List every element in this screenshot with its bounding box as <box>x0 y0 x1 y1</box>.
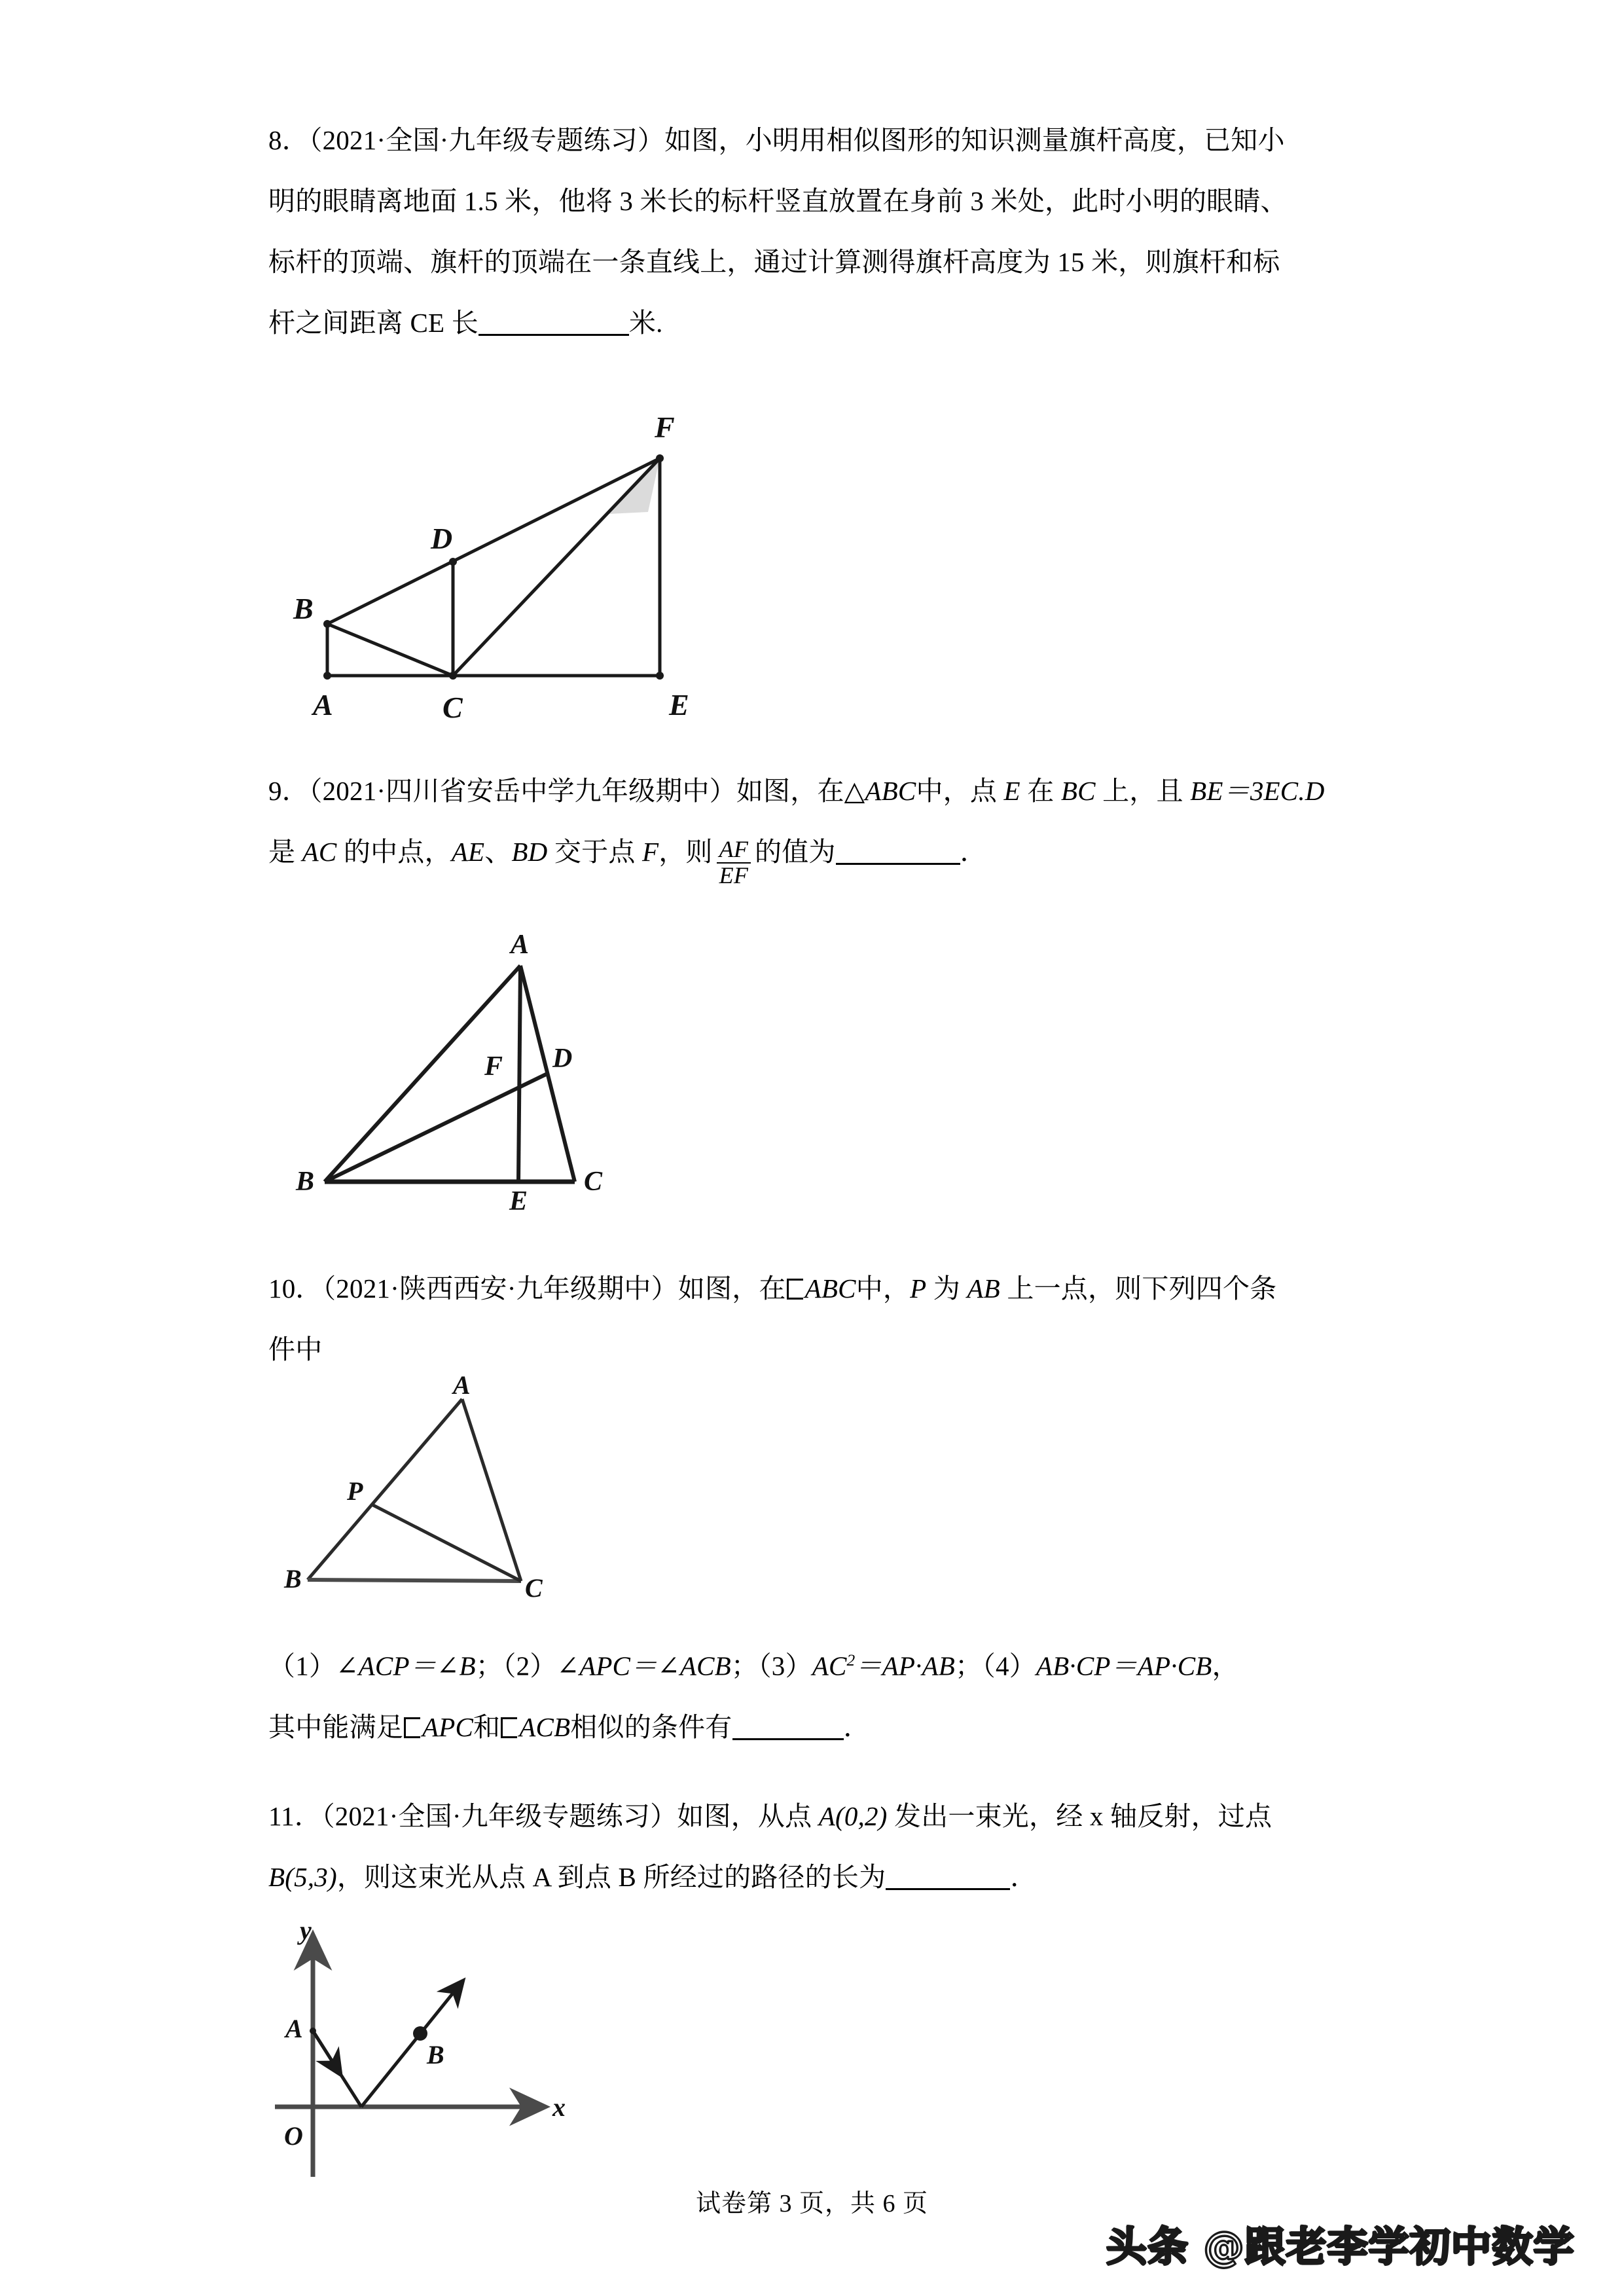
q10-closing-a: 其中能满足 <box>268 1711 403 1742</box>
q10-closing-f: ． <box>843 1711 871 1742</box>
cond-tail-comma: ， <box>1212 1650 1239 1681</box>
point-B-dot <box>413 2026 427 2041</box>
q11-l2-c: ． <box>1010 1862 1038 1892</box>
q11-l1-a: 11．（2021·全国·九年级专题练习）如图，从点 <box>268 1801 819 1831</box>
segment-BF-sightline <box>327 458 660 624</box>
vertex-C-dot <box>449 672 457 680</box>
cond-4-text: AB·CP＝AP·CB <box>1036 1650 1212 1681</box>
incident-ray-arrow-icon <box>313 2031 338 2070</box>
q9-l1-b: ABC <box>865 776 916 806</box>
q8-line-4-text: 杆之间距离 CE 长 <box>268 308 478 338</box>
q9-l2-k: ． <box>960 837 987 867</box>
label-O: O <box>284 2121 303 2151</box>
q9-l1-d: E <box>1003 776 1020 806</box>
q11-l2-b: ，则这束光从点 A 到点 B 所经过的路径的长为 <box>336 1862 886 1892</box>
question-10-conditions <box>268 1630 1381 1758</box>
fraction-denominator: EF <box>717 862 751 888</box>
q10-l1-a: 10．（2021·陕西西安·九年级期中）如图，在 <box>268 1273 786 1303</box>
vertex-A-dot <box>323 672 331 680</box>
q10-closing-line <box>268 1697 1381 1758</box>
q9-l1-g: 上，且 <box>1095 776 1191 806</box>
q10-l1-g: 上一点，则下列四个条 <box>1000 1273 1277 1303</box>
q8-line-2: 明的眼睛离地面 1.5 米，他将 3 米长的标杆竖直放置在身前 3 米处，此时小明的眼睛、 <box>268 186 1288 216</box>
q11-point-a: A(0,2) <box>818 1801 888 1831</box>
q9-line-2 <box>268 822 1381 888</box>
q8-line-4-tail: 米. <box>628 308 663 338</box>
label-B: B <box>284 1564 302 1594</box>
q9-l1-c: 中，点 <box>916 776 1004 806</box>
label-F: F <box>655 410 675 444</box>
q11-point-b: B(5,3) <box>268 1862 337 1892</box>
label-A: A <box>453 1370 471 1400</box>
missing-triangle-glyph-icon <box>787 1279 803 1300</box>
segment-BD <box>325 1074 547 1182</box>
label-A: A <box>285 2014 303 2043</box>
q10-closing-e: 相似的条件有 <box>570 1711 732 1742</box>
label-C: C <box>584 1167 603 1197</box>
vertex-F-dot <box>656 454 664 462</box>
q9-l1-e: 在 <box>1020 776 1061 806</box>
q11-line-2 <box>268 1847 1381 1908</box>
label-P: P <box>347 1476 363 1506</box>
cond-sep-3: ； <box>955 1650 983 1681</box>
q8-line-1: 8．（2021·全国·九年级专题练习）如图，小明用相似图形的知识测量旗杆高度，已知小 <box>268 125 1285 155</box>
q10-closing-c: 和 <box>473 1711 501 1742</box>
q11-line-1 <box>268 1786 1381 1847</box>
label-y-axis: y <box>300 1916 312 1945</box>
q11-answer-blank[interactable] <box>886 1888 1010 1890</box>
q9-l1-f: BC <box>1060 776 1096 806</box>
label-x-axis: x <box>552 2092 566 2122</box>
q8-answer-blank[interactable] <box>478 334 629 336</box>
q9-l2-g: 交于点 <box>547 837 642 867</box>
q9-l2-f: BD <box>511 837 548 867</box>
cond-3-rest: ＝AP·AB <box>855 1650 956 1681</box>
q10-l1-e: 为 <box>926 1273 967 1303</box>
label-D: D <box>552 1044 573 1074</box>
label-C: C <box>525 1573 543 1603</box>
cond-1-index: （1） <box>268 1650 336 1681</box>
segment-BA <box>308 1399 462 1580</box>
figure-q11-reflection <box>275 1916 602 2187</box>
label-A: A <box>313 688 333 721</box>
vertex-D-dot <box>449 558 457 566</box>
segment-AC <box>520 966 575 1182</box>
figure-q10-triangle <box>281 1372 569 1607</box>
cond-2-text: ∠APC＝∠ACB <box>556 1650 731 1681</box>
missing-triangle-glyph-icon-2 <box>404 1717 420 1738</box>
q9-l2-c: 的中点， <box>336 837 452 867</box>
q9-l2-i: ，则 <box>659 837 713 867</box>
question-9 <box>268 761 1381 888</box>
q9-l2-e: 、 <box>484 837 512 867</box>
q10-l1-d: P <box>910 1273 927 1303</box>
q8-line-3: 标杆的顶端、旗杆的顶端在一条直线上，通过计算测得旗杆高度为 15 米，则旗杆和标 <box>268 247 1280 277</box>
label-E: E <box>669 688 689 721</box>
page-footer: 试卷第 3 页，共 6 页 <box>695 2190 928 2217</box>
q10-l1-c: 中， <box>856 1273 911 1303</box>
q9-l2-b: AC <box>302 837 337 867</box>
cond-3-base: AC <box>812 1650 847 1681</box>
q9-answer-blank[interactable] <box>836 863 960 865</box>
q10-closing-b: APC <box>422 1711 474 1742</box>
label-B: B <box>427 2040 444 2069</box>
q9-l2-a: 是 <box>268 837 302 867</box>
question-11 <box>268 1786 1381 1908</box>
missing-triangle-glyph-icon-3 <box>501 1717 517 1738</box>
q10-answer-blank[interactable] <box>732 1738 844 1740</box>
watermark: 头条 @跟老李学初中数学 <box>1106 2223 1575 2270</box>
cond-sep-1: ； <box>475 1650 503 1681</box>
q9-l2-h: F <box>641 837 659 867</box>
q10-line-1 <box>268 1258 1381 1319</box>
fraction-numerator: AF <box>719 836 749 863</box>
vertex-E-dot <box>656 672 664 680</box>
q10-closing-d: ACB <box>519 1711 571 1742</box>
q10-l1-b: ABC <box>804 1273 856 1303</box>
cond-sep-2: ； <box>731 1650 759 1681</box>
q8-line-4 <box>268 293 1381 354</box>
point-A-dot <box>310 2028 316 2034</box>
q9-l1-a: 9．（2021·四川省安岳中学九年级期中）如图，在△ <box>268 776 865 806</box>
q9-line-1 <box>268 761 1381 822</box>
cond-3-index: （3） <box>758 1650 812 1681</box>
cond-1-text: ∠ACP＝∠B <box>336 1650 476 1681</box>
label-C: C <box>442 691 463 724</box>
cond-4-index: （4） <box>982 1650 1036 1681</box>
label-A: A <box>511 930 530 960</box>
q10-conditions-line <box>268 1630 1381 1697</box>
label-B: B <box>293 592 314 625</box>
cond-2-index: （2） <box>502 1650 557 1681</box>
fraction-af-ef <box>717 837 751 888</box>
q11-l1-c: 发出一束光，经 x 轴反射，过点 <box>887 1801 1272 1831</box>
segment-AE <box>518 966 520 1182</box>
figure-q9-triangle <box>288 930 628 1216</box>
q10-l1-f: AB <box>967 1273 1000 1303</box>
label-D: D <box>431 522 453 555</box>
question-10 <box>268 1258 1381 1380</box>
q9-l1-h: BE＝3EC.D <box>1190 776 1325 806</box>
figure-q8-flagpole <box>281 393 727 724</box>
segment-BC <box>308 1580 521 1581</box>
cond-3-exponent: 2 <box>846 1651 856 1669</box>
label-B: B <box>296 1167 315 1197</box>
q10-line-2: 件中 <box>268 1334 323 1364</box>
label-F: F <box>484 1051 503 1082</box>
q9-l2-d: AE <box>451 837 485 867</box>
reflected-ray <box>361 1985 460 2107</box>
label-E: E <box>509 1186 528 1216</box>
question-8 <box>268 110 1381 354</box>
q9-l2-j: 的值为 <box>755 837 836 867</box>
segment-CF <box>453 458 660 676</box>
segment-BC <box>327 624 453 676</box>
vertex-B-dot <box>323 620 331 628</box>
